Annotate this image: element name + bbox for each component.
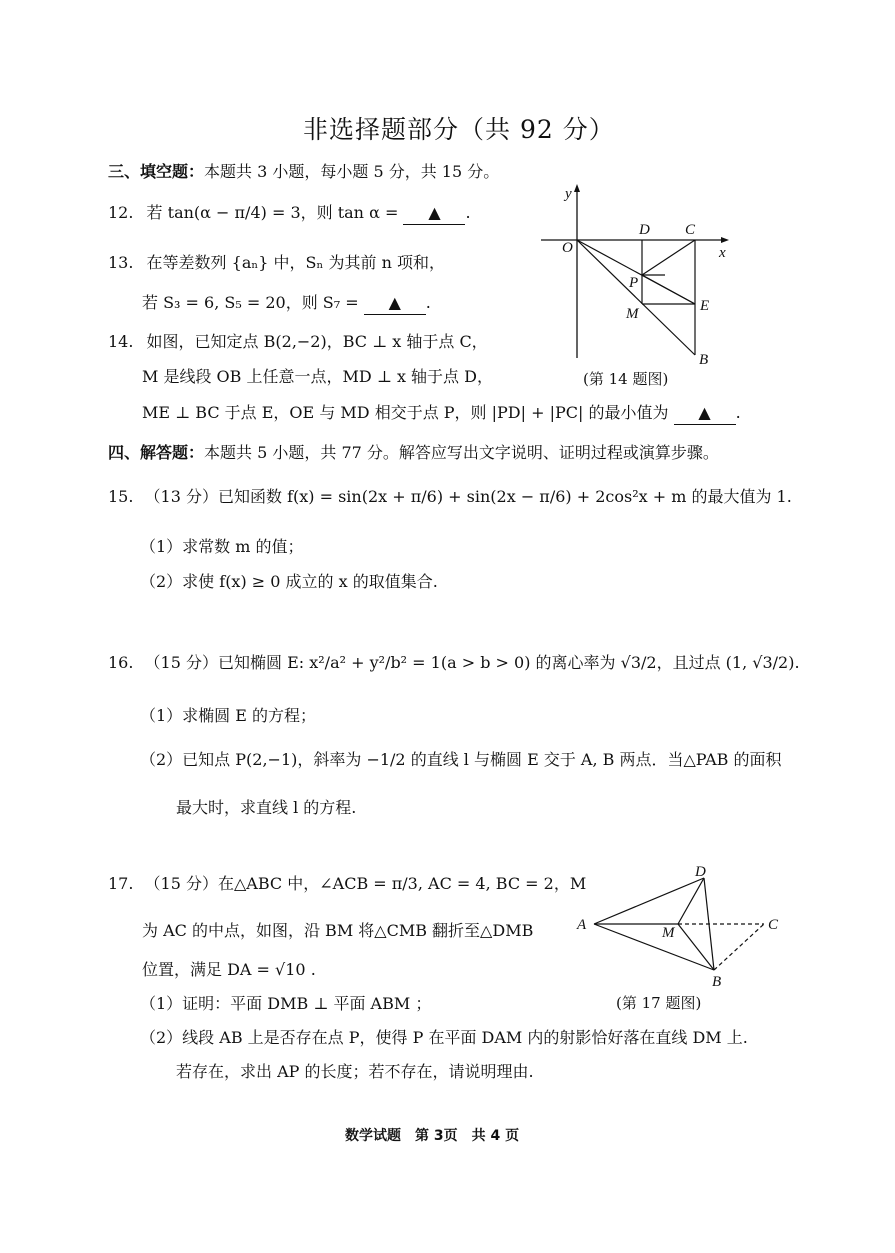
q15-part1: （1）求常数 m 的值；: [140, 537, 304, 556]
label-M: M: [626, 306, 639, 322]
q16-text: （15 分）已知椭圆 E: x²/a² + y²/b² = 1(a > b > 0) 的离心率为 √3/2，且过点 (1, √3/2).: [144, 653, 800, 672]
label-y: y: [565, 186, 572, 202]
q17-line1: （15 分）在△ABC 中，∠ACB = π/3, AC = 4, BC = 2，M: [144, 874, 587, 893]
q15-text: （13 分）已知函数 f(x) = sin(2x + π/6) + sin(2x − π/6) + 2cos²x + m 的最大值为 1.: [144, 487, 792, 506]
question-15: [108, 486, 792, 508]
question-17: [108, 873, 586, 895]
q16-number: 16.: [108, 653, 134, 672]
label-M: M: [662, 925, 675, 941]
section-3-label: 三、填空题：: [108, 162, 205, 181]
answer-triangle-icon: ▲: [428, 203, 441, 222]
label-O: O: [562, 240, 573, 256]
section-4-desc: 本题共 5 小题，共 77 分。解答应写出文字说明、证明过程或演算步骤。: [204, 443, 719, 462]
q14-end: .: [735, 403, 741, 422]
question-16: [108, 652, 800, 674]
label-P: P: [629, 275, 639, 291]
figure-17: [572, 862, 792, 990]
label-C: C: [768, 917, 779, 933]
figure-17-caption: (第 17 题图): [616, 994, 702, 1012]
answer-triangle-icon: ▲: [388, 293, 401, 312]
q16-part1: （1）求椭圆 E 的方程；: [140, 706, 317, 725]
q15-part2: （2）求使 f(x) ≥ 0 成立的 x 的取值集合.: [140, 572, 438, 591]
edge-BC-dashed: [714, 924, 764, 970]
q14-number: 14.: [108, 332, 134, 351]
label-A: A: [577, 917, 587, 933]
section-3-header: [108, 159, 499, 182]
section-4-header: [108, 440, 719, 463]
label-x: x: [719, 245, 726, 261]
question-13-line2: [142, 292, 431, 315]
question-14: [108, 331, 488, 353]
q15-number: 15.: [108, 487, 134, 506]
q12-answer-blank: [403, 202, 465, 225]
q17-number: 17.: [108, 874, 134, 893]
section-3-desc: 本题共 3 小题，每小题 5 分，共 15 分。: [204, 162, 500, 181]
q14-line3: ME ⊥ BC 于点 E，OE 与 MD 相交于点 P，则 |PD| + |PC| 的最小值为: [142, 403, 669, 422]
q17-line2: 为 AC 的中点，如图，沿 BM 将△CMB 翻折至△DMB: [142, 921, 534, 940]
x-axis-arrow-icon: [721, 237, 729, 243]
label-D: D: [639, 222, 650, 238]
question-12: [108, 202, 471, 225]
figure-14-caption: (第 14 题图): [583, 370, 669, 388]
q17-part2b: 若存在，求出 AP 的长度；若不存在，请说明理由.: [176, 1062, 534, 1081]
segment-PC: [642, 240, 695, 275]
q14-line2: M 是线段 OB 上任意一点，MD ⊥ x 轴于点 D，: [142, 367, 493, 386]
segment-PE: [642, 275, 695, 304]
q16-part2b: 最大时，求直线 l 的方程.: [176, 798, 357, 817]
q13-answer-blank: [364, 292, 426, 315]
q13-number: 13.: [108, 253, 134, 272]
q12-text: 若 tan(α − π/4) = 3，则 tan α =: [146, 203, 399, 222]
label-C: C: [685, 222, 696, 238]
label-B: B: [712, 974, 722, 990]
figure-14: [535, 180, 740, 370]
section-4-label: 四、解答题：: [108, 443, 205, 462]
q17-part2a: （2）线段 AB 上是否存在点 P，使得 P 在平面 DAM 内的射影恰好落在直线 DM 上.: [140, 1028, 748, 1047]
question-14-line3: [142, 402, 741, 425]
q12-number: 12.: [108, 203, 134, 222]
q13-line1: 在等差数列 {aₙ} 中，Sₙ 为其前 n 项和，: [146, 253, 445, 272]
q12-end: .: [465, 203, 471, 222]
segment-OB: [577, 240, 695, 355]
label-B: B: [699, 352, 709, 368]
page-title: 非选择题部分（共 92 分）: [303, 115, 615, 144]
label-D: D: [695, 864, 706, 880]
edge-AD: [594, 878, 704, 924]
q16-part2a: （2）已知点 P(2,−1)，斜率为 −1/2 的直线 l 与椭圆 E 交于 A, B 两点．当△PAB 的面积: [140, 750, 782, 769]
label-E: E: [700, 298, 710, 314]
q17-line3: 位置，满足 DA = √10 .: [142, 960, 316, 979]
page-footer: 数学试题 第 3页 共 4 页: [345, 1128, 520, 1144]
y-axis-arrow-icon: [574, 184, 580, 192]
answer-triangle-icon: ▲: [698, 403, 711, 422]
question-13: [108, 252, 445, 274]
q14-answer-blank: [674, 402, 736, 425]
q13-line2: 若 S₃ = 6, S₅ = 20，则 S₇ =: [142, 293, 359, 312]
edge-MD: [678, 878, 704, 924]
q13-end: .: [425, 293, 431, 312]
q17-part1: （1）证明：平面 DMB ⊥ 平面 ABM ；: [140, 994, 432, 1013]
q14-line1: 如图，已知定点 B(2,−2)，BC ⊥ x 轴于点 C，: [146, 332, 488, 351]
